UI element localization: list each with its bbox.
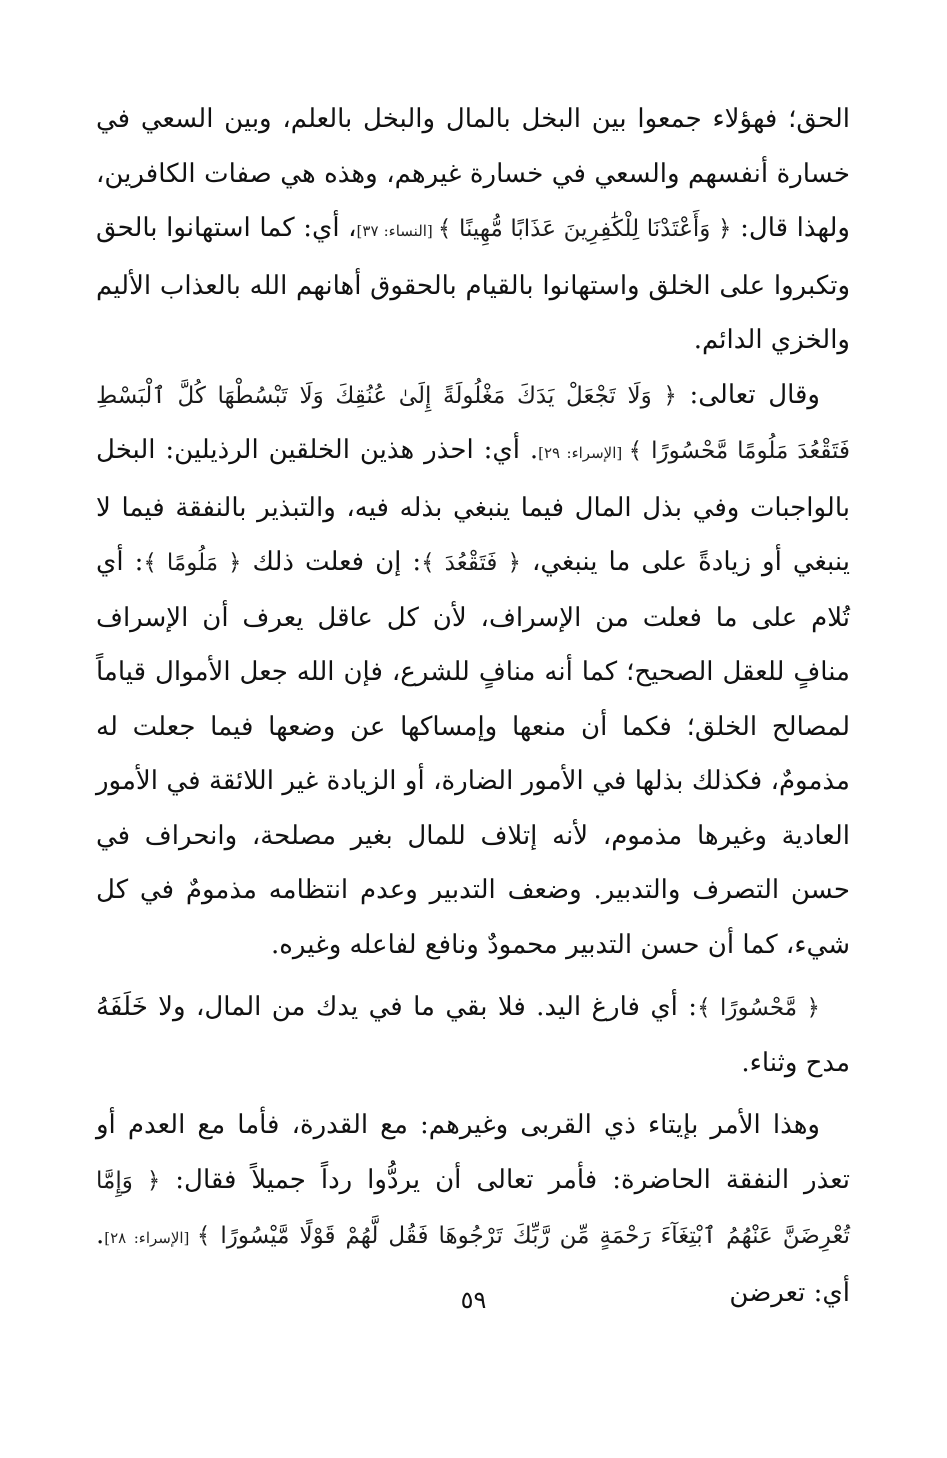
body-text: وهذا الأمر بإيتاء ذي القربى وغيرهم: مع القدرة، فأما مع العدم أو تعذر النفقة الحاضرة: فأمر تعالى أن يردُّوا رداً جميلاً فقال: <box>96 1110 850 1195</box>
verse-reference: [الإسراء: ٢٩] <box>538 444 629 462</box>
body-text: . أي: تعرضن <box>96 1220 850 1308</box>
verse-reference: [الإسراء: ٢٨] <box>104 1229 197 1247</box>
paragraph-p2 <box>96 368 850 973</box>
body-text: . أي: احذر هذين الخلقين الرذيلين: البخل بالواجبات وفي بذل المال فيما ينبغي بذله فيه، والتبذير بالنفقة فيما لا ينبغي أو زيادةً على ما ينبغي، <box>96 435 850 577</box>
body-text: وقال تعالى: <box>676 379 820 410</box>
body-text: : إن فعلت ذلك <box>241 547 422 577</box>
paragraph-p3 <box>96 980 850 1090</box>
quran-verse: ﴿ فَتَقْعُدَ ﴾ <box>421 550 521 576</box>
body-text: الحق؛ فهؤلاء جمعوا بين البخل بالمال والبخل بالعلم، وبين السعي في خسارة أنفسهم والسعي في خسارة غيرهم، وهذه هي صفات الكافرين، ولهذا قال: <box>96 104 850 243</box>
quran-verse: ﴿ وَلَا تَجْعَلْ يَدَكَ مَغْلُولَةً إِلَىٰ عُنُقِكَ وَلَا تَبْسُطْهَا كُلَّ ٱلْبَسْطِ فَتَقْعُدَ مَلُومًا مَّحْسُورًا ﴾ <box>96 382 850 464</box>
body-text: ، أي: كما استهانوا بالحق وتكبروا على الخلق واستهانوا بالقيام بالحقوق أهانهم الله بالعذاب الأليم والخزي الدائم. <box>96 213 850 355</box>
page-number: ٥٩ <box>460 1286 487 1314</box>
page-body-text <box>96 92 850 1320</box>
quran-verse: ﴿ وَأَعْتَدْنَا لِلْكَٰفِرِينَ عَذَابًا مُّهِينًا ﴾ <box>437 216 732 242</box>
quran-verse: ﴿ مَلُومًا ﴾ <box>143 550 242 576</box>
body-text: : أي تُلام على ما فعلت من الإسراف، لأن كل عاقل يعرف أن الإسراف منافٍ للعقل الصحيح؛ كما أنه منافٍ للشرع، فإن الله جعل الأموال قياماً لمصالح الخلق؛ فكما أن منعها وإمساكها عن وضعها فيما جعلت له مذمومٌ، فكذلك بذلها في الأمور الضارة، أو الزيادة غير اللائقة في الأمور العادية وغيرها مذموم، لأنه إتلاف للمال بغير مصلحة، وانحراف في حسن التصرف والتدبير. وضعف التدبير وعدم انتظامه مذمومٌ في كل شيء، كما أن حسن التدبير محمودٌ ونافع لفاعله وغيره. <box>96 547 850 960</box>
verse-reference: [النساء: ٣٧] <box>356 222 438 240</box>
quran-verse: ﴿ وَإِمَّا تُعْرِضَنَّ عَنْهُمُ ٱبْتِغَآءَ رَحْمَةٍ مِّن رَّبِّكَ تَرْجُوهَا فَقُل لَّهُمْ قَوْلًا مَّيْسُورًا ﴾ <box>96 1167 850 1249</box>
quran-verse: ﴿ مَّحْسُورًا ﴾ <box>697 995 821 1021</box>
body-text: : أي فارغ اليد. فلا بقي ما في يدك من المال، ولا خَلَفَهُ مدح وثناء. <box>96 992 850 1078</box>
paragraph-p1 <box>96 92 850 368</box>
